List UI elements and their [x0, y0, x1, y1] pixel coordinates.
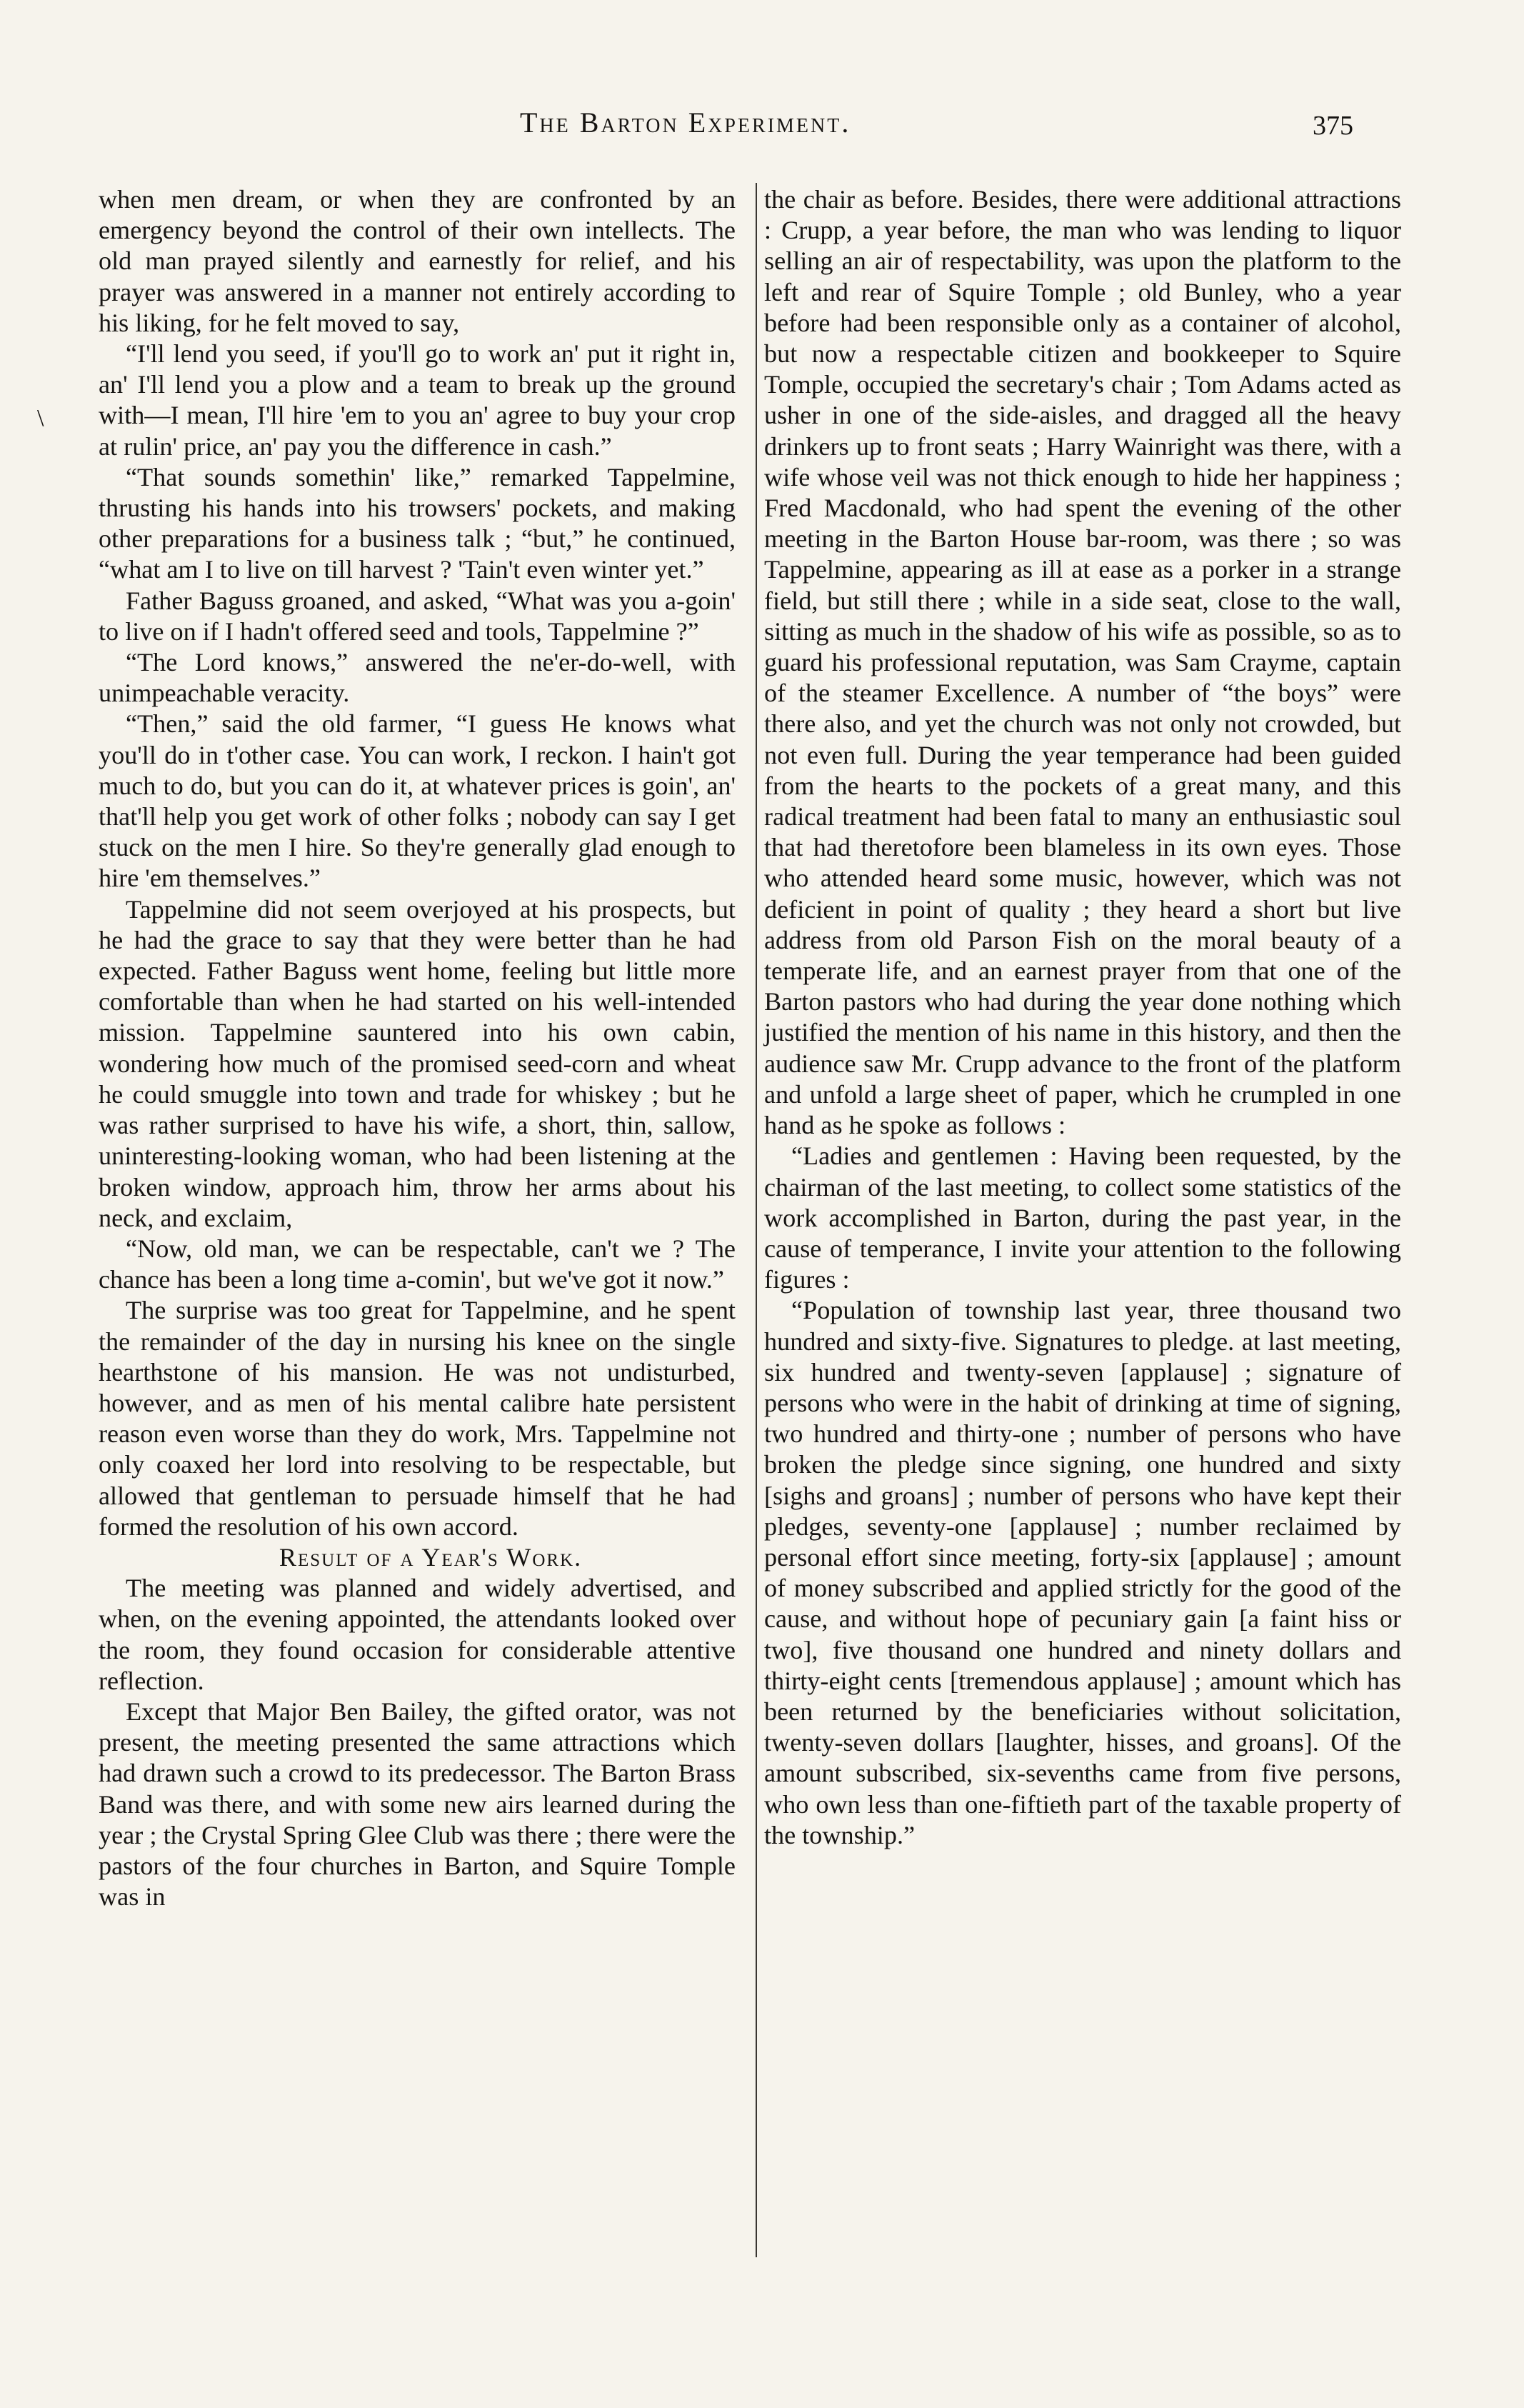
- section-heading: Result of a Year's Work.: [279, 1542, 583, 1572]
- paragraph: “The Lord knows,” answered the ne'er-do-well, with unimpeachable veracity.: [99, 648, 736, 708]
- paragraph: The meeting was planned and widely advertised, and when, on the evening appointed, the attendants looked over the room, they found occasion for considerable attentive reflection.: [99, 1574, 736, 1695]
- paragraph: “Then,” said the old farmer, “I guess He knows what you'll do in t'other case. You can work, I reckon. I hain't got much to do, but you can do it, at whatever prices is goin', an' that'll help you get work of other folks ; nobody can say I get stuck on the men I hire. So they're generally glad enough to hire 'em themselves.”: [99, 709, 736, 893]
- paragraph: the chair as before. Besides, there were additional attractions : Crupp, a year before, the man who was lending to liquor selling an air of respectability, was upon the platform to the left and rear of Squire Tomple ; old Bunley, who a year before had been responsible only as a container of alcohol, but now a respectable citizen and bookkeeper to Squire Tomple, occupied the secretary's chair ; Tom Adams acted as usher in one of the side-aisles, and dragged all the heavy drinkers up to front seats ; Harry Wainright was there, with a wife whose veil was not thick enough to hide her happiness ; Fred Macdonald, who had spent the evening of the other meeting in the Barton House bar-room, was there ; so was Tappelmine, appearing as ill at ease as a porker in a strange field, but still there ; while in a side seat, close to the wall, sitting as much in the shadow of his wife as possible, so as to guard his professional reputation, was Sam Crayme, captain of the steamer Excellence. A number of “the boys” were there also, and yet the church was not only not crowded, but not even full. During the year temperance had been guided from the hearts to the pockets of a great many, and this radical treatment had been fatal to many an enthusiastic soul that had theretofore been blameless in its own eyes. Those who attended heard some music, however, which was not deficient in point of quality ; they heard a short but live address from old Parson Fish on the moral beauty of a temperate life, and an earnest prayer from that one of the Barton pastors who had during the year done nothing which justified the mention of his name in this history, and then the audience saw Mr. Crupp advance to the front of the platform and unfold a large sheet of paper, which he crumpled in one hand as he spoke as follows :: [764, 185, 1401, 1140]
- right-column: [764, 184, 1401, 1851]
- column-divider: [756, 183, 757, 2257]
- paragraph: “Ladies and gentlemen : Having been requested, by the chairman of the last meeting, to collect some statistics of the work accomplished in Barton, during the past year, in the cause of temperance, I invite your attention to the following figures :: [764, 1141, 1401, 1294]
- paragraph: when men dream, or when they are confronted by an emergency beyond the control of their own intellects. The old man prayed silently and earnestly for relief, and his prayer was answered in a manner not entirely according to his liking, for he felt moved to say,: [99, 185, 736, 337]
- paragraph: Except that Major Ben Bailey, the gifted orator, was not present, the meeting presented the same attractions which had drawn such a crowd to its predecessor. The Barton Brass Band was there, and with some new airs learned during the year ; the Crystal Spring Glee Club was there ; there were the pastors of the four churches in Barton, and Squire Tomple was in: [99, 1697, 736, 1912]
- left-column: [99, 184, 736, 1912]
- page-header: [0, 106, 1524, 156]
- running-title: The Barton Experiment.: [520, 106, 851, 139]
- paragraph: “That sounds somethin' like,” remarked Tappelmine, thrusting his hands into his trowsers' pockets, and making other preparations for a business talk ; “but,” he continued, “what am I to live on till harvest ? 'Tain't even winter yet.”: [99, 462, 736, 584]
- paragraph: The surprise was too great for Tappelmine, and he spent the remainder of the day in nursing his knee on the single hearthstone of his mansion. He was not undisturbed, however, and as men of his mental calibre hate persistent reason even worse than they do work, Mrs. Tappelmine not only coaxed her lord into resolving to be respectable, but allowed that gentleman to persuade himself that he had formed the resolution of his own accord.: [99, 1296, 736, 1541]
- margin-mark: \: [37, 405, 44, 431]
- paragraph: Father Baguss groaned, and asked, “What was you a-goin' to live on if I hadn't offered seed and tools, Tappelmine ?”: [99, 586, 736, 646]
- paragraph: “Now, old man, we can be respectable, can't we ? The chance has been a long time a-comin', but we've got it now.”: [99, 1234, 736, 1294]
- paragraph: “I'll lend you seed, if you'll go to work an' put it right in, an' I'll lend you a plow and a team to break up the ground with—I mean, I'll hire 'em to you an' agree to buy your crop at rulin' price, an' pay you the difference in cash.”: [99, 339, 736, 461]
- paragraph: Tappelmine did not seem overjoyed at his prospects, but he had the grace to say that they were better than he had expected. Father Baguss went home, feeling but little more comfortable than when he had started on his well-intended mission. Tappelmine sauntered into his own cabin, wondering how much of the promised seed-corn and wheat he could smuggle into town and trade for whiskey ; but he was rather surprised to have his wife, a short, thin, sallow, uninteresting-looking woman, who had been listening at the broken window, approach him, throw her arms about his neck, and exclaim,: [99, 894, 736, 1232]
- paragraph: “Population of township last year, three thousand two hundred and sixty-five. Signatures to pledge. at last meeting, six hundred and twenty-seven [applause] ; signature of persons who were in the habit of drinking at time of signing, two hundred and thirty-one ; number of persons who have broken the pledge since signing, one hundred and sixty [sighs and groans] ; number of persons who have kept their pledges, seventy-one [applause] ; number reclaimed by personal effort since meeting, forty-six [applause] ; amount of money subscribed and applied strictly for the good of the cause, and without hope of pecuniary gain [a faint hiss or two], five thousand one hundred and ninety dollars and thirty-eight cents [tremendous applause] ; amount which has been returned by the beneficiaries without solicitation, twenty-seven dollars [laughter, hisses, and groans]. Of the amount subscribed, six-sevenths came from five persons, who own less than one-fiftieth part of the taxable property of the township.”: [764, 1296, 1401, 1849]
- page-number: 375: [1313, 111, 1353, 141]
